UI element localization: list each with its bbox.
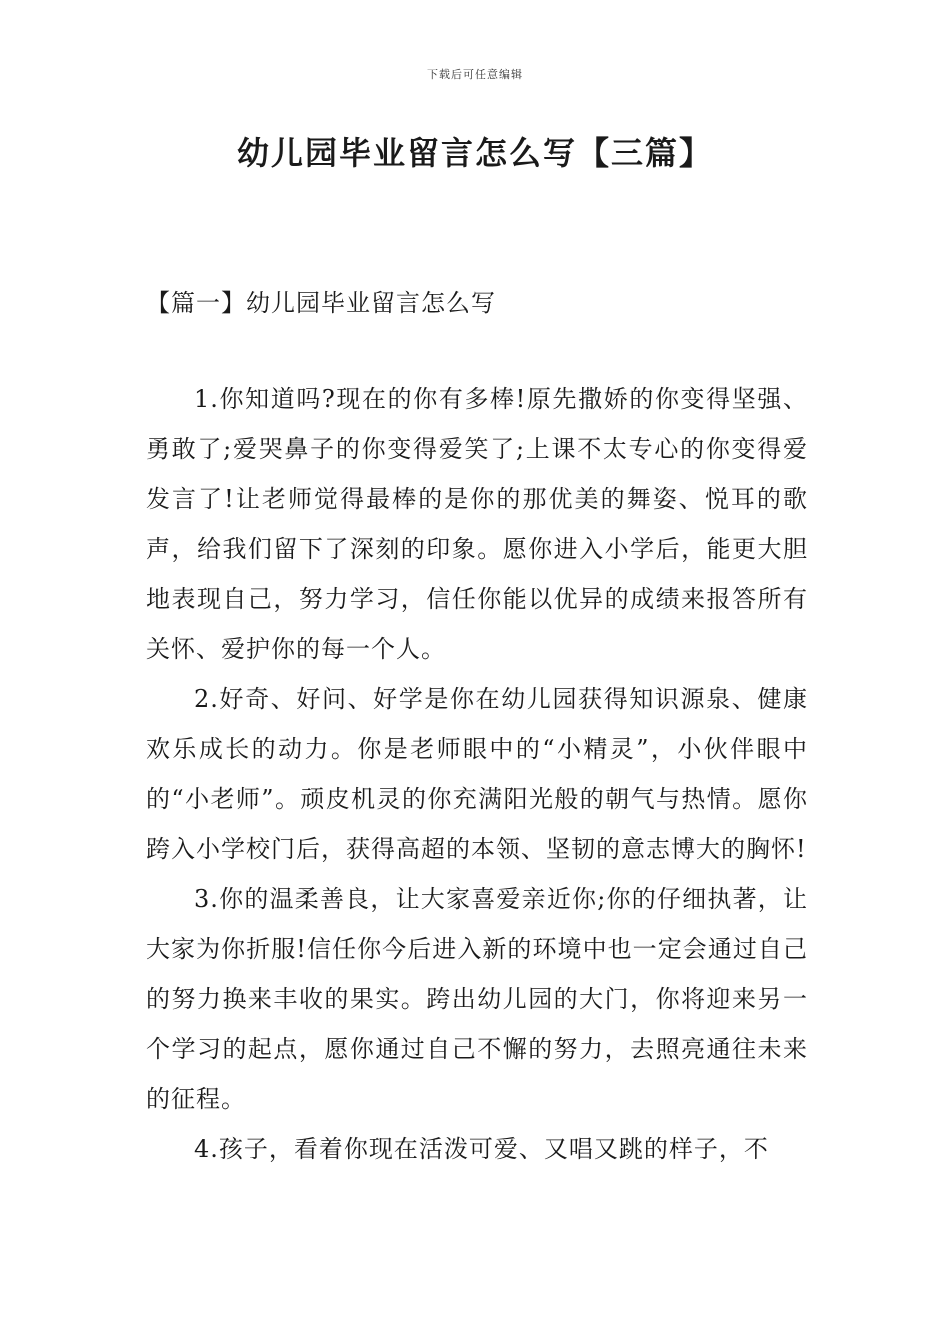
header-note: 下载后可任意编辑 [427, 68, 523, 81]
paragraph-1: 1.你知道吗?现在的你有多棒!原先撒娇的你变得坚强、勇敢了;爱哭鼻子的你变得爱笑了;上课不太专心的你变得爱发言了!让老师觉得最棒的是你的那优美的舞姿、悦耳的歌声，给我们留下了深刻的印象。愿你进入小学后，能更大胆地表现自己，努力学习，信任你能以优异的成绩来报答所有关怀、爱护你的每一个人。 [146, 385, 808, 663]
paragraph-4: 4.孩子，看着你现在活泼可爱、又唱又跳的样子，不 [194, 1135, 769, 1163]
paragraph-2: 2.好奇、好问、好学是你在幼儿园获得知识源泉、健康欢乐成长的动力。你是老师眼中的“小精灵”，小伙伴眼中的“小老师”。顽皮机灵的你充满阳光般的朝气与热情。愿你跨入小学校门后，获得高超的本领、坚韧的意志博大的胸怀! [146, 685, 808, 863]
paragraph-3: 3.你的温柔善良，让大家喜爱亲近你;你的仔细执著，让大家为你折服!信任你今后进入新的环境中也一定会通过自己的努力换来丰收的果实。跨出幼儿园的大门，你将迎来另一个学习的起点，愿你通过自己不懈的努力，去照亮通往未来的征程。 [146, 885, 808, 1113]
document-title: 幼儿园毕业留言怎么写【三篇】 [236, 134, 713, 172]
section-heading: 【篇一】幼儿园毕业留言怎么写 [146, 289, 496, 317]
document-body [146, 374, 808, 1174]
